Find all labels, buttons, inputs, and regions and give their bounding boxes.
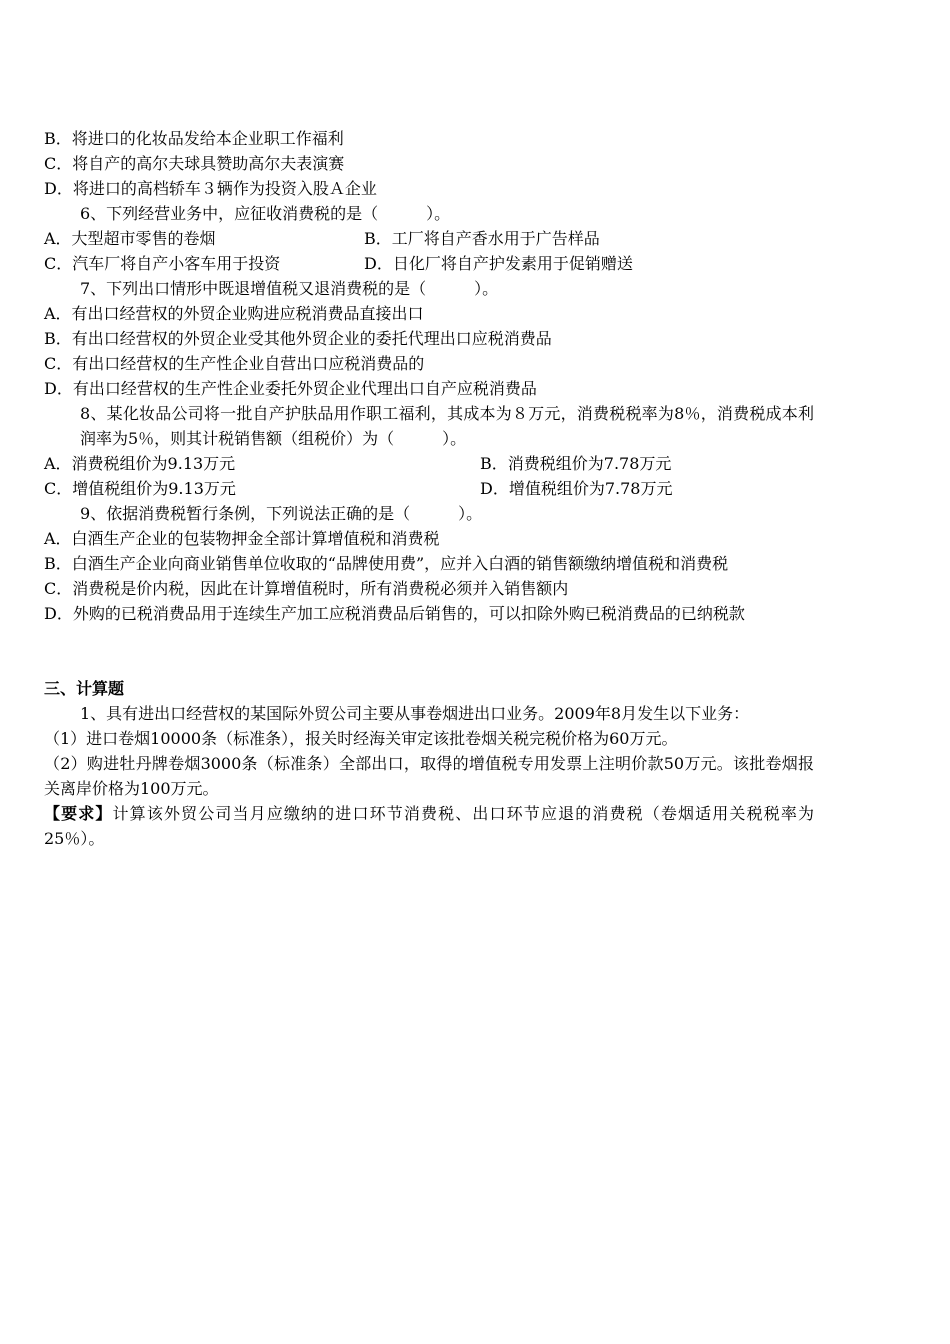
document-content bbox=[44, 126, 814, 851]
q9-option-c: C．消费税是价内税，因此在计算增值税时，所有消费税必须并入销售额内 bbox=[44, 579, 569, 598]
q8-option-b: B．消费税组价为7.78万元 bbox=[480, 454, 672, 473]
q9-stem: 9、依据消费税暂行条例，下列说法正确的是（ ）。 bbox=[80, 504, 483, 523]
section-title-calculation: 三、计算题 bbox=[44, 679, 125, 698]
q5-option-d: D．将进口的高档轿车３辆作为投资入股Ａ企业 bbox=[44, 179, 377, 198]
q8-option-c: C．增值税组价为9.13万元 bbox=[44, 479, 236, 498]
q5-option-c: C．将自产的高尔夫球具赞助高尔夫表演赛 bbox=[44, 154, 345, 173]
q6-option-d: D．日化厂将自产护发素用于促销赠送 bbox=[364, 254, 633, 273]
q7-option-d: D．有出口经营权的生产性企业委托外贸企业代理出口自产应税消费品 bbox=[44, 379, 537, 398]
q6-option-a: A．大型超市零售的卷烟 bbox=[44, 229, 216, 248]
q7-option-a: A．有出口经营权的外贸企业购进应税消费品直接出口 bbox=[44, 304, 424, 323]
q9-option-d: D．外购的已税消费品用于连续生产加工应税消费品后销售的，可以扣除外购已税消费品的已纳税款 bbox=[44, 604, 745, 623]
q5-option-b: B．将进口的化妆品发给本企业职工作福利 bbox=[44, 129, 344, 148]
calc-item-1: （1）进口卷烟10000条（标准条），报关时经海关审定该批卷烟关税完税价格为60万元。 bbox=[44, 729, 678, 748]
q7-option-b: B．有出口经营权的外贸企业受其他外贸企业的委托代理出口应税消费品 bbox=[44, 329, 552, 348]
q6-option-b: B．工厂将自产香水用于广告样品 bbox=[364, 229, 600, 248]
q7-stem: 7、下列出口情形中既退增值税又退消费税的是（ ）。 bbox=[80, 279, 499, 298]
q6-stem: 6、下列经营业务中，应征收消费税的是（ ）。 bbox=[80, 204, 451, 223]
requirement-text: 计算该外贸公司当月应缴纳的进口环节消费税、出口环节应退的消费税（卷烟适用关税税率为25％）。 bbox=[44, 804, 814, 848]
q8-option-a: A．消费税组价为9.13万元 bbox=[44, 454, 236, 473]
q8-option-d: D．增值税组价为7.78万元 bbox=[480, 479, 673, 498]
q9-option-b: B．白酒生产企业向商业销售单位收取的“品牌使用费”，应并入白酒的销售额缴纳增值税和消费税 bbox=[44, 554, 729, 573]
q6-option-c: C．汽车厂将自产小客车用于投资 bbox=[44, 254, 281, 273]
calc-item-2: （2）购进牡丹牌卷烟3000条（标准条）全部出口，取得的增值税专用发票上注明价款50万元。该批卷烟报关离岸价格为100万元。 bbox=[44, 754, 814, 798]
q8-options-row-2 bbox=[44, 476, 814, 501]
q8-stem: 8、某化妆品公司将一批自产护肤品用作职工福利，其成本为８万元，消费税税率为8％，消费税成本利润率为5％，则其计税销售额（组税价）为（ ）。 bbox=[80, 404, 814, 448]
q7-option-c: C．有出口经营权的生产性企业自营出口应税消费品的 bbox=[44, 354, 425, 373]
q8-options-row-1 bbox=[44, 451, 814, 476]
q9-option-a: A．白酒生产企业的包装物押金全部计算增值税和消费税 bbox=[44, 529, 440, 548]
calc-question-1: 1、具有进出口经营权的某国际外贸公司主要从事卷烟进出口业务。2009年8月发生以下业务： bbox=[80, 704, 750, 723]
requirement-label: 【要求】 bbox=[44, 804, 113, 823]
q6-options-row-2 bbox=[44, 251, 814, 276]
calc-requirement bbox=[44, 801, 814, 851]
q6-options-row-1 bbox=[44, 226, 814, 251]
